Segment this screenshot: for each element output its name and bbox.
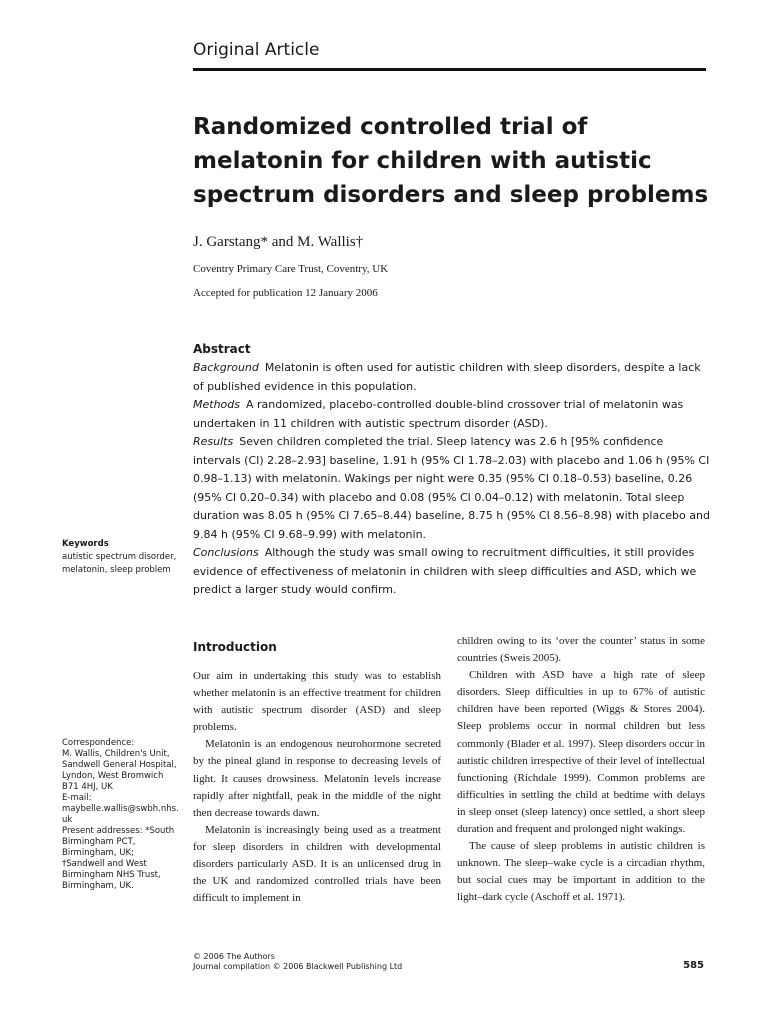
accepted-date: Accepted for publication 12 January 2006 bbox=[193, 287, 378, 299]
abstract-label: Methods bbox=[193, 398, 240, 411]
page-footer bbox=[193, 952, 402, 972]
section-label: Original Article bbox=[193, 40, 320, 60]
abstract-results bbox=[193, 433, 713, 544]
article-authors: J. Garstang* and M. Wallis† bbox=[193, 234, 364, 250]
body-paragraph: Melatonin is increasingly being used as a treatment for sleep disorders in children with developmental disorders particularly ASD. It is an unlicensed drug in the UK and randomized controlled trials have been difficult to implement in bbox=[193, 823, 441, 905]
copyright-line: © 2006 The Authors bbox=[193, 952, 275, 961]
abstract-label: Results bbox=[193, 435, 234, 448]
correspondence-line: Birmingham NHS Trust, bbox=[62, 870, 161, 880]
correspondence-line: Sandwell General Hospital, bbox=[62, 760, 177, 770]
body-paragraph: Our aim in undertaking this study was to establish whether melatonin is an effective treatment for children with autistic spectrum disorder (ASD) and sleep problems. bbox=[193, 670, 441, 734]
abstract-background bbox=[193, 359, 713, 396]
page-number: 585 bbox=[683, 960, 704, 971]
correspondence-line: M. Wallis, Children's Unit, bbox=[62, 749, 170, 759]
abstract-conclusions bbox=[193, 544, 713, 600]
journal-compilation-line: Journal compilation © 2006 Blackwell Publishing Ltd bbox=[193, 962, 403, 971]
article-affiliation: Coventry Primary Care Trust, Coventry, UK bbox=[193, 263, 389, 275]
correspondence-line: Correspondence: bbox=[62, 738, 135, 748]
correspondence-line: B71 4HJ, UK bbox=[62, 782, 113, 792]
body-paragraph: Melatonin is an endogenous neurohormone secreted by the pineal gland in response to decreasing levels of light. It causes drowsiness. Melatonin levels increase rapidly after nightfall, peak in the middle of the night then decrease towards dawn. bbox=[193, 738, 441, 819]
article-title: Randomized controlled trial of melatonin for children with autistic spectrum disorders and sleep problems bbox=[193, 114, 709, 208]
introduction-heading: Introduction bbox=[193, 640, 277, 654]
abstract-text: Seven children completed the trial. Sleep latency was 2.6 h [95% confidence intervals (CI) 2.28–2.93] baseline, 1.91 h (95% CI 1.78–2.03) with placebo and 1.06 h (95% CI 0.98–1.13) with melatonin. Wakings per night were 0.35 (95% CI 0.18–0.53) baseline, 0.26 (95% CI 0.20–0.34) with placebo and 0.08 (95% CI 0.04–0.12) with melatonin. Total sleep duration was 8.05 h (95% CI 7.65–8.44) baseline, 8.75 h (95% CI 8.56–8.98) with placebo and 9.84 h (95% CI 9.68–9.99) with melatonin. bbox=[193, 435, 710, 541]
correspondence-line: Present addresses: *South bbox=[62, 826, 175, 836]
abstract-text: Melatonin is often used for autistic children with sleep disorders, despite a lack of published evidence in this population. bbox=[193, 361, 701, 393]
correspondence-line: Birmingham, UK; bbox=[62, 848, 134, 858]
abstract-methods bbox=[193, 396, 713, 433]
abstract-label: Conclusions bbox=[193, 546, 259, 559]
correspondence-email[interactable]: uk bbox=[62, 815, 73, 825]
body-column-right bbox=[457, 633, 705, 907]
body-column-left bbox=[193, 668, 441, 907]
abstract-heading: Abstract bbox=[193, 342, 251, 356]
body-paragraph: Children with ASD have a high rate of sleep disorders. Sleep difficulties in up to 67% of autistic children have been reported (Wiggs & Stores 2004). Sleep problems occur in normal children but less commonly (Blader et al. 1997). Sleep disorders occur in autistic children irrespective of their level of intellectual functioning (Richdale 1999). Common problems are difficulties in settling the child at bedtime with delays in sleep onset (sleep latency) once settled, a short sleep duration and frequent and prolonged night wakings. bbox=[457, 669, 705, 836]
correspondence-email[interactable]: maybelle.wallis@swbh.nhs. bbox=[62, 804, 179, 814]
body-paragraph: children owing to its ‘over the counter’ status in some countries (Sweis 2005). bbox=[457, 635, 705, 665]
correspondence-line: E-mail: bbox=[62, 793, 92, 803]
correspondence-line: Birmingham, UK. bbox=[62, 881, 134, 891]
keywords-block bbox=[62, 538, 187, 577]
correspondence-line: Birmingham PCT, bbox=[62, 837, 136, 847]
header-rule bbox=[193, 68, 706, 71]
body-paragraph: The cause of sleep problems in autistic children is unknown. The sleep–wake cycle is a circadian rhythm, but social cues may be important in addition to the light–dark cycle (Aschoff et al. 1971). bbox=[457, 840, 705, 904]
correspondence-block bbox=[62, 738, 187, 892]
correspondence-line: Lyndon, West Bromwich bbox=[62, 771, 164, 781]
keywords-text: autistic spectrum disorder, melatonin, sleep problem bbox=[62, 552, 177, 575]
abstract-label: Background bbox=[193, 361, 259, 374]
abstract-body bbox=[193, 359, 713, 600]
correspondence-line: †Sandwell and West bbox=[62, 859, 147, 869]
abstract-text: Although the study was small owing to recruitment difficulties, it still provides evidence of effectiveness of melatonin in children with sleep difficulties and ASD, which we predict a larger study would confirm. bbox=[193, 546, 697, 596]
abstract-text: A randomized, placebo-controlled double-blind crossover trial of melatonin was undertaken in 11 children with autistic spectrum disorder (ASD). bbox=[193, 398, 684, 430]
keywords-heading: Keywords bbox=[62, 539, 109, 549]
